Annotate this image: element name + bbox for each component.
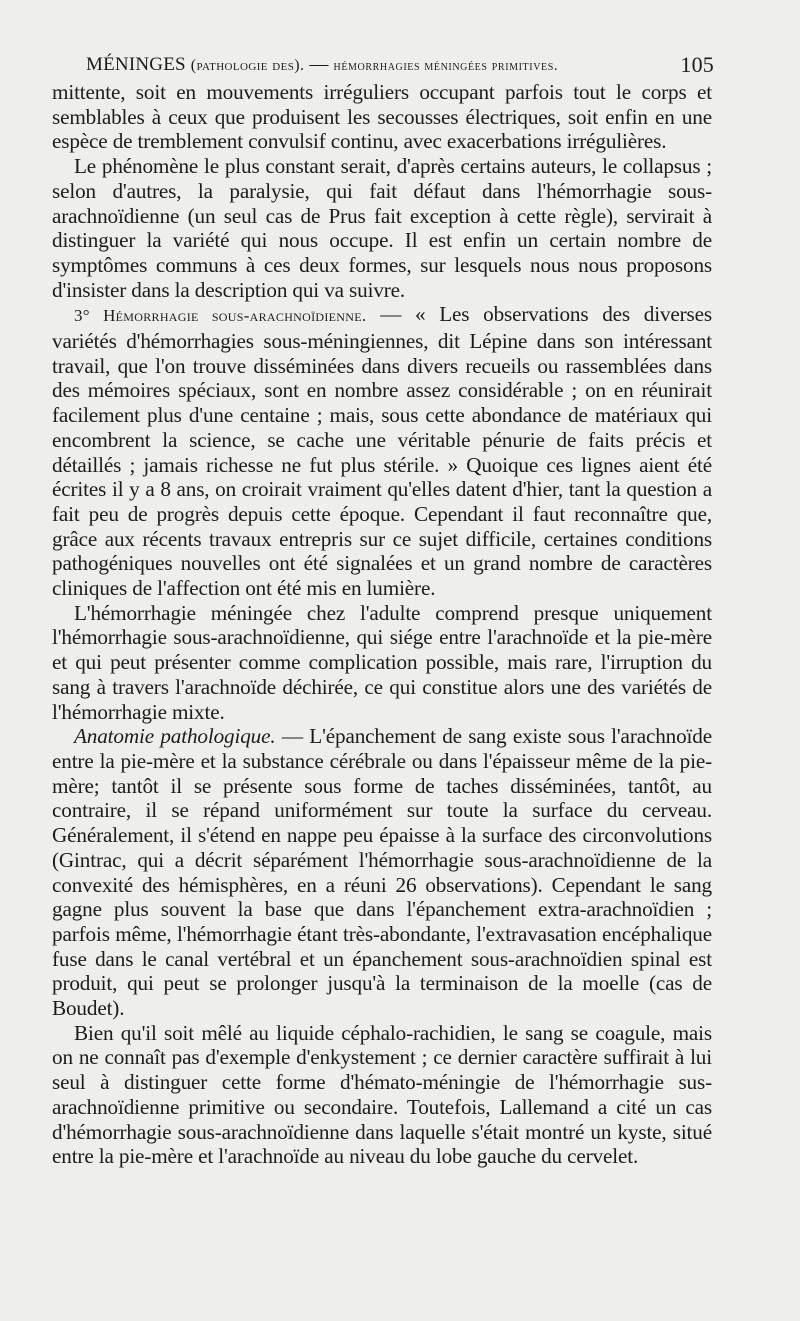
paragraph-5-text: — L'épanchement de sang existe sous l'arachnoïde entre la pie-mère et la substance cérébrale ou dans l'épaisseur même de la pie-mère; tantôt il se présente sous forme de taches disséminées, tantôt, au contraire, il se répand uniformément sur toute la surface du cerveau. Généralement, il s'étend en nappe peu épaisse à la surface des circonvolutions (Gintrac, qui a décrit séparément l'hémorrhagie sous-arachnoïdienne de la convexité des hémisphères, en a réuni 26 observations). Cependant le sang gagne plus souvent la base que dans l'épanchement extra-arachnoïdien ; parfois même, l'hémorrhagie étant très-abondante, l'extravasation encéphalique fuse dans le canal vertébral et un épanchement sous-arachnoïdien spinal est produit, qui peut se prolonger jusqu'à la terminaison de la moelle (cas de Boudet). — [52, 724, 712, 1021]
header-title-paren: (pathologie des). — [190, 57, 305, 74]
header-title-main: MÉNINGES — [86, 54, 186, 75]
body-text — [52, 80, 712, 1169]
paragraph-3 — [52, 302, 712, 600]
section-heading: 3° Hémorrhagie sous-arachnoïdienne. — [74, 306, 367, 326]
header-title — [86, 54, 558, 76]
paragraph-3-text: — « Les observations des diverses variétés d'hémorrhagies sous-méningiennes, dit Lépine dans son intéressant travail, que l'on trouve disséminées dans divers recueils ou rassemblées dans des mémoires spéciaux, sont en nombre assez considérable ; on en réunirait facilement plus d'une centaine ; mais, sous cette abondance de matériaux qui encombrent la science, se cache une véritable pénurie de faits précis et détaillés ; jamais richesse ne fut plus stérile. » Quoique ces lignes aient été écrites il y a 8 ans, on croirait vraiment qu'elles datent d'hier, tant la question a fait peu de progrès depuis cette époque. Cependant il faut reconnaître que, grâce aux récents travaux entrepris sur ce sujet difficile, certaines conditions pathogéniques nouvelles ont été signalées et un grand nombre de caractères cliniques de l'affection ont été mis en lumière. — [52, 302, 712, 601]
header-title-sub: hémorrhagies méningées primitives. — [333, 58, 559, 74]
paragraph-4: L'hémorrhagie méningée chez l'adulte comprend presque uniquement l'hémorrhagie sous-arachnoïdienne, qui siége entre l'arachnoïde et la pie-mère et qui peut présenter comme complication possible, mais rare, l'irruption du sang à travers l'arachnoïde déchirée, ce qui constitue alors une des variétés de l'hémorrhagie mixte. — [52, 600, 712, 724]
paragraph-5 — [52, 724, 712, 1020]
page-number: 105 — [680, 52, 714, 77]
header-title-dash: — — [304, 54, 334, 75]
subsection-heading: Anatomie pathologique. — [74, 724, 276, 749]
paragraph-6: Bien qu'il soit mêlé au liquide céphalo-rachidien, le sang se coagule, mais on ne connaît pas d'exemple d'enkystement ; ce dernier caractère suffirait à lui seul à distinguer cette forme d'hémato-méningie de l'hémorrhagie sus-arachnoïdienne primitive ou secondaire. Toutefois, Lallemand a cité un cas d'hémorrhagie sous-arachnoïdienne dans laquelle s'était montré un kyste, situé entre la pie-mère et l'arachnoïde au niveau du lobe gauche du cervelet. — [52, 1020, 712, 1169]
paragraph-2: Le phénomène le plus constant serait, d'après certains auteurs, le collapsus ; selon d'autres, la paralysie, qui fait défaut dans l'hémorrhagie sous-arachnoïdienne (un seul cas de Prus fait exception à cette règle), servirait à distinguer la variété qui nous occupe. Il est enfin un certain nombre de symptômes communs à ces deux formes, sur lesquels nous nous proposons d'insister dans la description qui va suivre. — [52, 154, 712, 302]
running-header — [52, 46, 712, 80]
paragraph-1: mittente, soit en mouvements irréguliers occupant parfois tout le corps et semblables à ceux que produisent les secousses électriques, soit enfin en une espèce de tremblement convulsif continu, avec exacerbations irrégulières. — [52, 80, 712, 154]
